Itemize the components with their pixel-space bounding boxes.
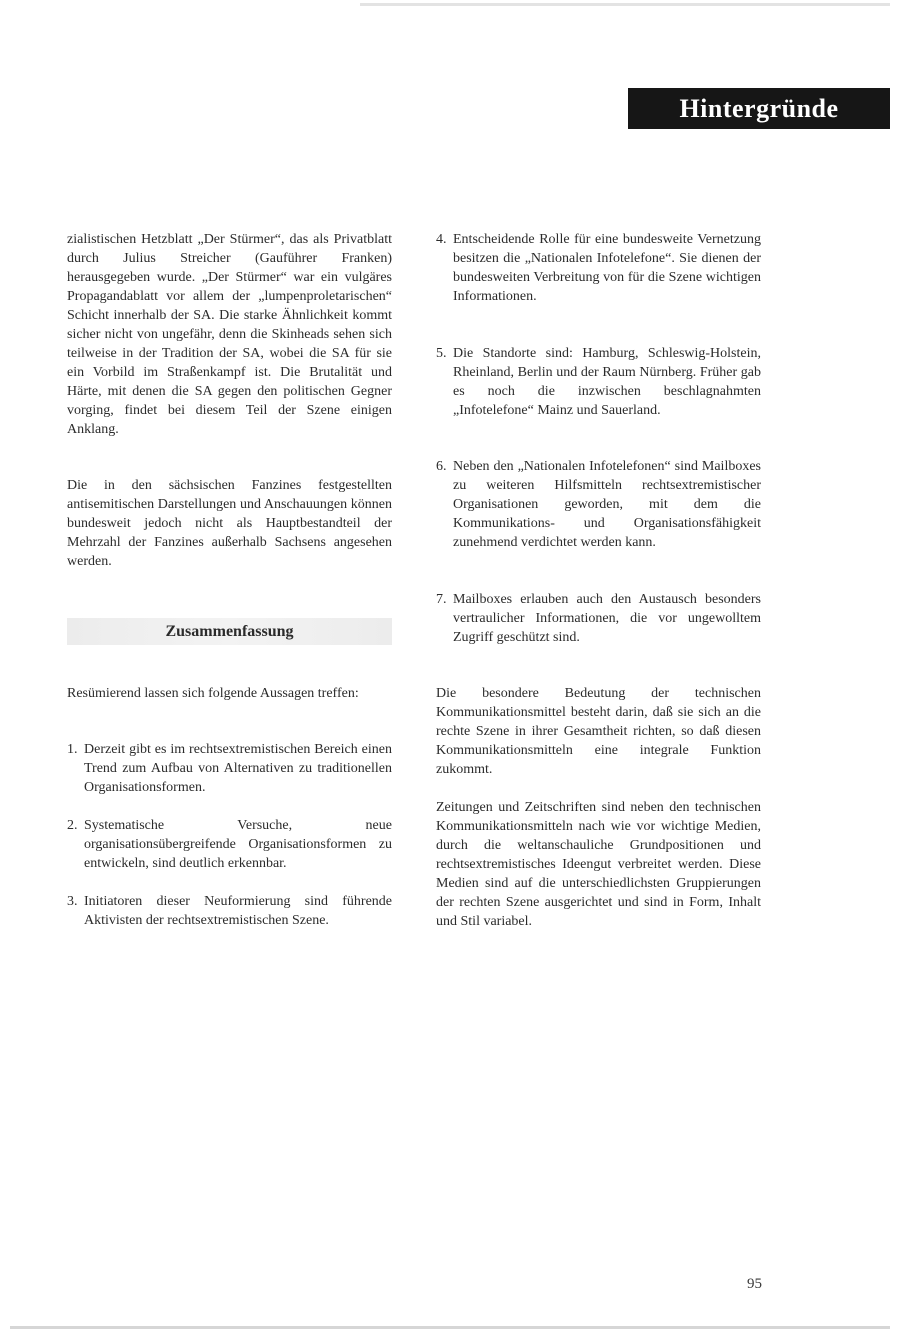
list-item-text: Systematische Versuche, neue organisationsübergreifende Organisationsformen zu entwickeln, sind deutlich erkennbar. [84, 818, 392, 871]
list-item-number: 2. [67, 818, 78, 833]
list-item-number: 4. [436, 232, 447, 247]
summary-heading: Zusammenfassung [165, 622, 294, 640]
bottom-edge-rule [10, 1326, 890, 1329]
left-paragraph-2: Die in den sächsischen Fanzines festgestellten antisemitischen Darstellungen und Anschauungen können bundesweit jedoch nicht als Hauptbestandteil der Mehrzahl der Fanzines außerhalb Sachsens angesehen werden. [67, 478, 392, 569]
list-item-1 [67, 740, 392, 797]
section-header-title: Hintergründe [679, 93, 839, 123]
summary-heading-box [67, 618, 392, 645]
list-item-6 [436, 457, 761, 552]
list-item-2 [67, 816, 392, 873]
list-item-number: 7. [436, 592, 447, 607]
list-item-text: Mailboxes erlauben auch den Austausch besonders vertraulicher Informationen, die vor ungewolltem Zugriff geschützt sind. [453, 592, 761, 645]
list-item-number: 1. [67, 742, 78, 757]
right-paragraph-2: Zeitungen und Zeitschriften sind neben den technischen Kommunikationsmitteln nach wie vor wichtige Medien, durch die weltanschauliche Grundpositionen und rechtsextremistisches Ideengut verbreitet werden. Diese Medien sind auf die unterschiedlichsten Gruppierungen der rechten Szene ausgerichtet und sind in Form, Inhalt und Stil variabel. [436, 800, 761, 929]
left-paragraph-3: Resümierend lassen sich folgende Aussagen treffen: [67, 686, 359, 701]
list-item-text: Entscheidende Rolle für eine bundesweite Vernetzung besitzen die „Nationalen Infotelefone“. Sie dienen der bundesweiten Verbreitung von für die Szene wichtigen Informationen. [453, 232, 761, 304]
top-edge-rule [360, 3, 890, 6]
list-item-text: Derzeit gibt es im rechtsextremistischen Bereich einen Trend zum Aufbau von Alternativen zu traditionellen Organisationsformen. [84, 742, 392, 795]
list-item-number: 6. [436, 459, 447, 474]
list-item-text: Die Standorte sind: Hamburg, Schleswig-Holstein, Rheinland, Berlin und der Raum Nürnberg. Früher gab es noch die inzwischen beschlagnahmten „Infotelefone“ Mainz und Sauerland. [453, 346, 761, 418]
left-paragraph-1: zialistischen Hetzblatt „Der Stürmer“, das als Privatblatt durch Julius Streicher (Gauführer Franken) herausgegeben wurde. „Der Stürmer“ war ein vulgäres Propagandablatt vor allem der „lumpenproletarischen“ Schicht innerhalb der SA. Die starke Ähnlichkeit kommt sicher nicht von ungefähr, denn die Skinheads sehen sich teilweise in der Tradition der SA, wobei die SA für sie ein Vorbild im Straßenkampf ist. Die Brutalität und Härte, mit denen die SA gegen den politischen Gegner vorging, findet bei diesem Teil der Szene einigen Anklang. [67, 232, 392, 437]
list-item-5 [436, 344, 761, 420]
right-paragraph-1: Die besondere Bedeutung der technischen Kommunikationsmittel besteht darin, daß sie sich an die rechte Szene in ihrer Gesamtheit richten, so daß diesen Kommunikationsmitteln eine integrale Funktion zukommt. [436, 686, 761, 777]
list-item-number: 3. [67, 894, 78, 909]
list-item-text: Neben den „Nationalen Infotelefonen“ sind Mailboxes zu weiteren Hilfsmitteln rechtsextremistischer Organisationen geworden, mit dem die Kommunikations- und Organisationsfähigkeit zunehmend verdichtet werden kann. [453, 459, 761, 550]
section-header-banner [628, 88, 890, 129]
list-item-3 [67, 892, 392, 930]
list-item-7 [436, 590, 761, 647]
page-number: 95 [747, 1276, 762, 1292]
list-item-4 [436, 230, 761, 306]
list-item-text: Initiatoren dieser Neuformierung sind führende Aktivisten der rechtsextremistischen Szene. [84, 894, 392, 928]
list-item-number: 5. [436, 346, 447, 361]
